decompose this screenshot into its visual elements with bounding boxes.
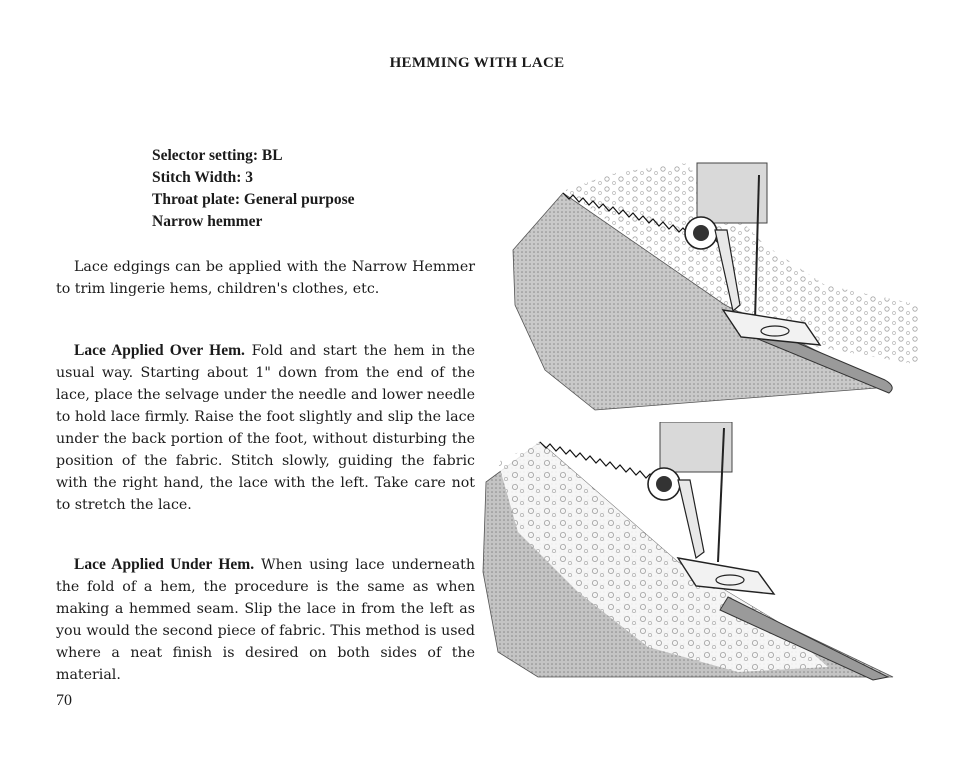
hemmer-foot: Narrow hemmer (152, 213, 263, 230)
over-hem-text: Fold and start the hem in the usual way. Starting about 1" down from the end of the lace, place the selvage under the needle and lower needle to hold lace firmly. Raise the foot slightly and slip the lace under the back portion of the foot, without disturbing the position of the fabric. Stitch slowly, guiding the fabric with the right hand, the lace with the left. Take care not to stretch the lace. (56, 343, 475, 513)
over-hem-heading: Lace Applied Over Hem. (74, 342, 245, 359)
lace-over-hem-illustration (505, 155, 925, 420)
stitch-width: Stitch Width: 3 (152, 169, 254, 186)
over-hem-paragraph (56, 340, 475, 516)
page-number: 70 (56, 692, 72, 709)
throat-plate: Throat plate: General purpose (152, 191, 355, 208)
machine-settings (152, 145, 355, 233)
page-title: HEMMING WITH LACE (389, 55, 565, 71)
lace-under-hem-illustration (478, 422, 898, 682)
under-hem-text: When using lace underneath the fold of a hem, the procedure is the same as when making a hemmed seam. Slip the lace in from the left as you would the second piece of fabric. This method is used where a neat finish is desired on both sides of the material. (56, 557, 475, 683)
under-hem-heading: Lace Applied Under Hem. (74, 556, 255, 573)
under-hem-paragraph (56, 554, 475, 686)
intro-paragraph: Lace edgings can be applied with the Narrow Hemmer to trim lingerie hems, children's clothes, etc. (56, 259, 475, 297)
selector-setting: Selector setting: BL (152, 147, 283, 164)
